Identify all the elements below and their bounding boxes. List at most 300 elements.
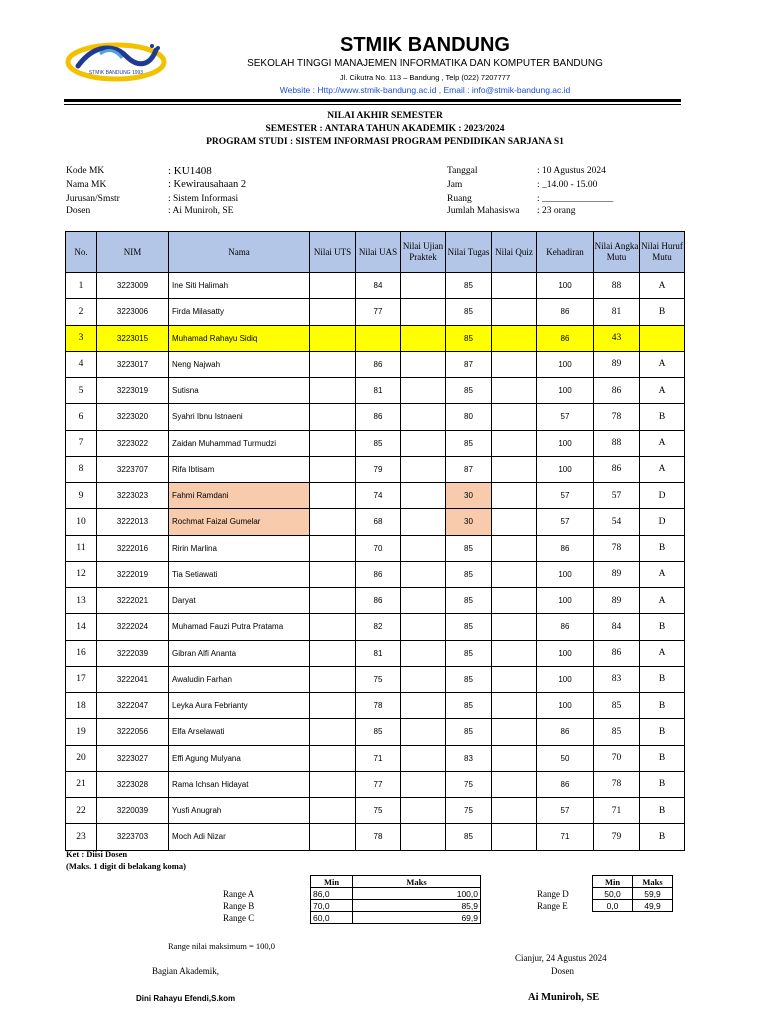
- cell-huruf-mutu: A: [640, 640, 685, 666]
- cell-tugas: 85: [446, 378, 492, 404]
- cell-tugas: 85: [446, 430, 492, 456]
- cell-quiz: [492, 325, 537, 351]
- table-row: [66, 351, 685, 377]
- dosen-signatory-name: Ai Muniroh, SE: [528, 992, 600, 1003]
- cell-tugas: 87: [446, 456, 492, 482]
- cell-angka-mutu: 83: [594, 666, 640, 692]
- table-row: [66, 798, 685, 824]
- cell-uas: 84: [356, 273, 401, 299]
- cell-no: 11: [66, 535, 97, 561]
- cell-kehadiran: 100: [537, 430, 594, 456]
- cell-nim: 3223006: [97, 299, 169, 325]
- range-min-header-right: Min: [593, 876, 633, 888]
- ruang-value: : _______________: [537, 194, 614, 204]
- col-header-kehadiran: Kehadiran: [537, 232, 594, 273]
- cell-nama: Rochmat Faizal Gumelar: [169, 509, 310, 535]
- cell-uts: [310, 798, 356, 824]
- cell-no: 21: [66, 771, 97, 797]
- cell-tugas: 85: [446, 824, 492, 850]
- cell-uts: [310, 614, 356, 640]
- cell-uas: [356, 325, 401, 351]
- tanggal-label: Tanggal: [447, 166, 478, 176]
- range-a-min: 86,0: [311, 888, 353, 900]
- cell-tugas: 85: [446, 614, 492, 640]
- cell-kehadiran: 86: [537, 614, 594, 640]
- institution-website[interactable]: Website : Http://www.stmik-bandung.ac.id , Email : info@stmik-bandung.ac.id: [279, 85, 571, 95]
- cell-nim: 3222013: [97, 509, 169, 535]
- cell-angka-mutu: 70: [594, 745, 640, 771]
- cell-tugas: 80: [446, 404, 492, 430]
- institution-name: STMIK BANDUNG: [340, 34, 510, 56]
- cell-uts: [310, 483, 356, 509]
- cell-no: 13: [66, 588, 97, 614]
- range-maks-header: Maks: [353, 876, 481, 888]
- cell-quiz: [492, 719, 537, 745]
- cell-uts: [310, 535, 356, 561]
- institution-logo: [64, 36, 174, 86]
- cell-nim: 3223028: [97, 771, 169, 797]
- cell-uts: [310, 430, 356, 456]
- cell-kehadiran: 100: [537, 378, 594, 404]
- cell-angka-mutu: 54: [594, 509, 640, 535]
- note-maks: (Maks. 1 digit di belakang koma): [66, 861, 186, 871]
- col-header-uas: Nilai UAS: [356, 232, 401, 273]
- cell-uts: [310, 771, 356, 797]
- table-row: [66, 614, 685, 640]
- cell-quiz: [492, 693, 537, 719]
- cell-no: 7: [66, 430, 97, 456]
- cell-uts: [310, 378, 356, 404]
- table-row: [66, 378, 685, 404]
- cell-uas: 77: [356, 771, 401, 797]
- table-row: [66, 535, 685, 561]
- range-b-label: Range B: [223, 901, 255, 911]
- cell-praktek: [401, 588, 446, 614]
- cell-angka-mutu: 81: [594, 299, 640, 325]
- cell-praktek: [401, 561, 446, 587]
- cell-no: 6: [66, 404, 97, 430]
- range-table-left: [310, 875, 481, 924]
- cell-uts: [310, 719, 356, 745]
- cell-uas: 70: [356, 535, 401, 561]
- cell-no: 17: [66, 666, 97, 692]
- cell-uas: 86: [356, 404, 401, 430]
- cell-nama: Fahmi Ramdani: [169, 483, 310, 509]
- cell-angka-mutu: 84: [594, 614, 640, 640]
- cell-praktek: [401, 351, 446, 377]
- cell-quiz: [492, 824, 537, 850]
- cell-uts: [310, 299, 356, 325]
- cell-nama: Ine Siti Halimah: [169, 273, 310, 299]
- cell-uas: 86: [356, 561, 401, 587]
- range-e-max: 49,9: [633, 900, 673, 912]
- cell-no: 9: [66, 483, 97, 509]
- cell-kehadiran: 86: [537, 299, 594, 325]
- note-ket: Ket : Diisi Dosen: [66, 849, 128, 859]
- cell-praktek: [401, 299, 446, 325]
- cell-praktek: [401, 483, 446, 509]
- table-row: [66, 719, 685, 745]
- cell-no: 20: [66, 745, 97, 771]
- program-title: PROGRAM STUDI : SISTEM INFORMASI PROGRAM PENDIDIKAN SARJANA S1: [206, 137, 564, 147]
- cell-praktek: [401, 378, 446, 404]
- cell-quiz: [492, 483, 537, 509]
- table-row: [66, 430, 685, 456]
- cell-nama: Rifa Ibtisam: [169, 456, 310, 482]
- cell-nim: 3220039: [97, 798, 169, 824]
- cell-quiz: [492, 456, 537, 482]
- cell-praktek: [401, 273, 446, 299]
- kode-mk-label: Kode MK: [66, 166, 105, 176]
- cell-tugas: 85: [446, 588, 492, 614]
- table-row: [66, 456, 685, 482]
- cell-nim: 3223020: [97, 404, 169, 430]
- col-header-nim: NIM: [97, 232, 169, 273]
- cell-kehadiran: 86: [537, 719, 594, 745]
- cell-no: 14: [66, 614, 97, 640]
- cell-no: 4: [66, 351, 97, 377]
- cell-kehadiran: 100: [537, 561, 594, 587]
- range-d-max: 59,9: [633, 888, 673, 900]
- akademik-role: Bagian Akademik,: [152, 966, 219, 976]
- cell-uts: [310, 666, 356, 692]
- cell-nama: Tia Setiawati: [169, 561, 310, 587]
- cell-uts: [310, 509, 356, 535]
- cell-kehadiran: 57: [537, 798, 594, 824]
- cell-quiz: [492, 299, 537, 325]
- cell-nama: Syahri Ibnu Istnaeni: [169, 404, 310, 430]
- range-b-max: 85,9: [353, 900, 481, 912]
- cell-tugas: 85: [446, 666, 492, 692]
- cell-nim: 3223703: [97, 824, 169, 850]
- cell-huruf-mutu: B: [640, 824, 685, 850]
- cell-tugas: 87: [446, 351, 492, 377]
- cell-angka-mutu: 89: [594, 588, 640, 614]
- cell-tugas: 85: [446, 273, 492, 299]
- semester-title: SEMESTER : ANTARA TAHUN AKADEMIK : 2023/2024: [265, 124, 505, 134]
- cell-uts: [310, 325, 356, 351]
- cell-angka-mutu: 89: [594, 351, 640, 377]
- cell-uas: 71: [356, 745, 401, 771]
- grade-table-body: [66, 273, 685, 851]
- ruang-label: Ruang: [447, 194, 472, 204]
- cell-quiz: [492, 614, 537, 640]
- header-rule-thick: [64, 99, 681, 102]
- cell-tugas: 85: [446, 535, 492, 561]
- cell-nim: 3222019: [97, 561, 169, 587]
- cell-uts: [310, 561, 356, 587]
- cell-uts: [310, 351, 356, 377]
- cell-kehadiran: 100: [537, 351, 594, 377]
- cell-uts: [310, 404, 356, 430]
- table-row: [66, 273, 685, 299]
- table-row: [66, 299, 685, 325]
- cell-nim: 3222016: [97, 535, 169, 561]
- jumlah-mahasiswa-value: : 23 orang: [537, 206, 576, 216]
- range-d-label: Range D: [537, 889, 569, 899]
- cell-kehadiran: 50: [537, 745, 594, 771]
- cell-no: 19: [66, 719, 97, 745]
- cell-kehadiran: 100: [537, 588, 594, 614]
- cell-praktek: [401, 509, 446, 535]
- cell-uas: 79: [356, 456, 401, 482]
- cell-quiz: [492, 378, 537, 404]
- cell-quiz: [492, 588, 537, 614]
- table-row: [66, 588, 685, 614]
- cell-angka-mutu: 89: [594, 561, 640, 587]
- cell-nim: 3223015: [97, 325, 169, 351]
- table-row: [66, 325, 685, 351]
- cell-kehadiran: 100: [537, 456, 594, 482]
- cell-tugas: 85: [446, 325, 492, 351]
- cell-quiz: [492, 745, 537, 771]
- cell-quiz: [492, 561, 537, 587]
- akademik-signatory-name: Dini Rahayu Efendi,S.kom: [136, 994, 236, 1003]
- cell-quiz: [492, 666, 537, 692]
- table-row: [66, 771, 685, 797]
- cell-uas: 85: [356, 430, 401, 456]
- col-header-angka-mutu: Nilai Angka Mutu: [594, 232, 640, 273]
- range-maximum-note: Range nilai maksimum = 100,0: [168, 941, 276, 951]
- cell-kehadiran: 100: [537, 273, 594, 299]
- dosen-value: : Ai Muniroh, SE: [168, 206, 234, 216]
- cell-nim: 3222021: [97, 588, 169, 614]
- cell-tugas: 75: [446, 798, 492, 824]
- col-header-quiz: Nilai Quiz: [492, 232, 537, 273]
- cell-quiz: [492, 798, 537, 824]
- cell-quiz: [492, 509, 537, 535]
- cell-huruf-mutu: B: [640, 535, 685, 561]
- table-row: [66, 640, 685, 666]
- cell-kehadiran: 57: [537, 483, 594, 509]
- cell-huruf-mutu: B: [640, 798, 685, 824]
- cell-kehadiran: 100: [537, 666, 594, 692]
- document-title: NILAI AKHIR SEMESTER: [327, 111, 443, 121]
- col-header-praktek: Nilai Ujian Praktek: [401, 232, 446, 273]
- cell-uas: 82: [356, 614, 401, 640]
- cell-praktek: [401, 325, 446, 351]
- cell-uts: [310, 273, 356, 299]
- nama-mk-label: Nama MK: [66, 180, 107, 190]
- cell-praktek: [401, 771, 446, 797]
- cell-uas: 81: [356, 640, 401, 666]
- cell-angka-mutu: 78: [594, 535, 640, 561]
- cell-angka-mutu: 85: [594, 693, 640, 719]
- cell-tugas: 83: [446, 745, 492, 771]
- cell-nama: Moch Adi Nizar: [169, 824, 310, 850]
- cell-praktek: [401, 430, 446, 456]
- cell-tugas: 85: [446, 299, 492, 325]
- cell-praktek: [401, 535, 446, 561]
- table-row: [66, 693, 685, 719]
- dosen-role: Dosen: [551, 966, 574, 976]
- cell-praktek: [401, 666, 446, 692]
- col-header-uts: Nilai UTS: [310, 232, 356, 273]
- dosen-label: Dosen: [66, 206, 91, 216]
- cell-tugas: 85: [446, 693, 492, 719]
- cell-no: 10: [66, 509, 97, 535]
- cell-uas: 85: [356, 719, 401, 745]
- tanggal-value: : 10 Agustus 2024: [537, 166, 606, 176]
- range-c-max: 69,9: [353, 912, 481, 924]
- range-maks-header-right: Maks: [633, 876, 673, 888]
- range-b-min: 70,0: [311, 900, 353, 912]
- cell-uas: 75: [356, 798, 401, 824]
- cell-no: 8: [66, 456, 97, 482]
- cell-kehadiran: 71: [537, 824, 594, 850]
- cell-nama: Firda Milasatty: [169, 299, 310, 325]
- cell-nim: 3223017: [97, 351, 169, 377]
- cell-no: 12: [66, 561, 97, 587]
- cell-kehadiran: 86: [537, 325, 594, 351]
- cell-praktek: [401, 614, 446, 640]
- range-min-header: Min: [311, 876, 353, 888]
- cell-nama: Rama Ichsan Hidayat: [169, 771, 310, 797]
- cell-kehadiran: 100: [537, 640, 594, 666]
- cell-praktek: [401, 456, 446, 482]
- cell-quiz: [492, 351, 537, 377]
- cell-nim: 3222047: [97, 693, 169, 719]
- cell-quiz: [492, 430, 537, 456]
- cell-quiz: [492, 404, 537, 430]
- institution-address: Jl. Cikutra No. 113 – Bandung , Telp (022) 7207777: [339, 73, 511, 82]
- col-header-huruf-mutu: Nilai Huruf Mutu: [640, 232, 685, 273]
- cell-uas: 68: [356, 509, 401, 535]
- cell-uts: [310, 693, 356, 719]
- cell-nama: Effi Agung Mulyana: [169, 745, 310, 771]
- cell-huruf-mutu: B: [640, 745, 685, 771]
- cell-angka-mutu: 86: [594, 378, 640, 404]
- cell-quiz: [492, 273, 537, 299]
- cell-huruf-mutu: B: [640, 404, 685, 430]
- cell-nim: 3222056: [97, 719, 169, 745]
- cell-nim: 3222024: [97, 614, 169, 640]
- cell-nama: Gibran Alfi Ananta: [169, 640, 310, 666]
- cell-uas: 81: [356, 378, 401, 404]
- cell-huruf-mutu: A: [640, 588, 685, 614]
- cell-no: 16: [66, 640, 97, 666]
- cell-no: 2: [66, 299, 97, 325]
- cell-angka-mutu: 43: [594, 325, 640, 351]
- jam-label: Jam: [447, 180, 463, 190]
- cell-huruf-mutu: A: [640, 456, 685, 482]
- range-a-label: Range A: [223, 889, 255, 899]
- cell-uas: 74: [356, 483, 401, 509]
- cell-uas: 86: [356, 351, 401, 377]
- grade-table: [65, 231, 685, 851]
- cell-huruf-mutu: [640, 325, 685, 351]
- cell-huruf-mutu: A: [640, 430, 685, 456]
- cell-angka-mutu: 88: [594, 430, 640, 456]
- cell-nim: 3222039: [97, 640, 169, 666]
- cell-nim: 3223027: [97, 745, 169, 771]
- cell-huruf-mutu: B: [640, 693, 685, 719]
- cell-uts: [310, 640, 356, 666]
- cell-kehadiran: 86: [537, 535, 594, 561]
- cell-uts: [310, 456, 356, 482]
- cell-angka-mutu: 86: [594, 456, 640, 482]
- cell-nama: Leyka Aura Febrianty: [169, 693, 310, 719]
- cell-uas: 86: [356, 588, 401, 614]
- cell-kehadiran: 57: [537, 404, 594, 430]
- cell-praktek: [401, 745, 446, 771]
- cell-quiz: [492, 640, 537, 666]
- cell-no: 5: [66, 378, 97, 404]
- place-date: Cianjur, 24 Agustus 2024: [515, 953, 607, 963]
- cell-no: 22: [66, 798, 97, 824]
- range-e-label: Range E: [537, 901, 568, 911]
- cell-angka-mutu: 78: [594, 404, 640, 430]
- cell-angka-mutu: 85: [594, 719, 640, 745]
- cell-quiz: [492, 535, 537, 561]
- nama-mk-value: : Kewirausahaan 2: [168, 179, 247, 190]
- cell-praktek: [401, 798, 446, 824]
- table-row: [66, 824, 685, 850]
- cell-no: 3: [66, 325, 97, 351]
- cell-praktek: [401, 640, 446, 666]
- cell-angka-mutu: 71: [594, 798, 640, 824]
- range-c-min: 60,0: [311, 912, 353, 924]
- cell-kehadiran: 100: [537, 693, 594, 719]
- cell-huruf-mutu: B: [640, 719, 685, 745]
- cell-huruf-mutu: A: [640, 273, 685, 299]
- cell-huruf-mutu: A: [640, 351, 685, 377]
- cell-tugas: 30: [446, 483, 492, 509]
- cell-nim: 3223022: [97, 430, 169, 456]
- col-header-no: No.: [66, 232, 97, 273]
- cell-praktek: [401, 719, 446, 745]
- table-row: [66, 666, 685, 692]
- cell-nama: Sutisna: [169, 378, 310, 404]
- institution-full-name: SEKOLAH TINGGI MANAJEMEN INFORMATIKA DAN KOMPUTER BANDUNG: [247, 58, 603, 69]
- cell-no: 1: [66, 273, 97, 299]
- cell-nama: Zaidan Muhammad Turmudzi: [169, 430, 310, 456]
- jam-value: : _14.00 - 15.00: [537, 180, 598, 190]
- cell-no: 23: [66, 824, 97, 850]
- range-e-min: 0,0: [593, 900, 633, 912]
- col-header-nama: Nama: [169, 232, 310, 273]
- cell-huruf-mutu: B: [640, 299, 685, 325]
- jumlah-mahasiswa-label: Jumlah Mahasiswa: [447, 206, 520, 216]
- cell-nama: Yusfi Anugrah: [169, 798, 310, 824]
- cell-uts: [310, 745, 356, 771]
- cell-nim: 3222041: [97, 666, 169, 692]
- table-row: [66, 509, 685, 535]
- cell-angka-mutu: 57: [594, 483, 640, 509]
- cell-uas: 78: [356, 824, 401, 850]
- cell-huruf-mutu: D: [640, 509, 685, 535]
- cell-nama: Neng Najwah: [169, 351, 310, 377]
- cell-uas: 77: [356, 299, 401, 325]
- cell-nim: 3223009: [97, 273, 169, 299]
- cell-angka-mutu: 88: [594, 273, 640, 299]
- cell-praktek: [401, 404, 446, 430]
- cell-nama: Awaludin Farhan: [169, 666, 310, 692]
- cell-uas: 75: [356, 666, 401, 692]
- cell-huruf-mutu: A: [640, 561, 685, 587]
- cell-uts: [310, 824, 356, 850]
- cell-angka-mutu: 86: [594, 640, 640, 666]
- cell-tugas: 85: [446, 561, 492, 587]
- cell-tugas: 85: [446, 719, 492, 745]
- cell-quiz: [492, 771, 537, 797]
- jurusan-label: Jurusan/Smstr: [66, 194, 120, 204]
- cell-tugas: 85: [446, 640, 492, 666]
- table-row: [66, 745, 685, 771]
- cell-huruf-mutu: B: [640, 614, 685, 640]
- cell-tugas: 30: [446, 509, 492, 535]
- logo-text: STMIK BANDUNG 1993: [88, 70, 144, 76]
